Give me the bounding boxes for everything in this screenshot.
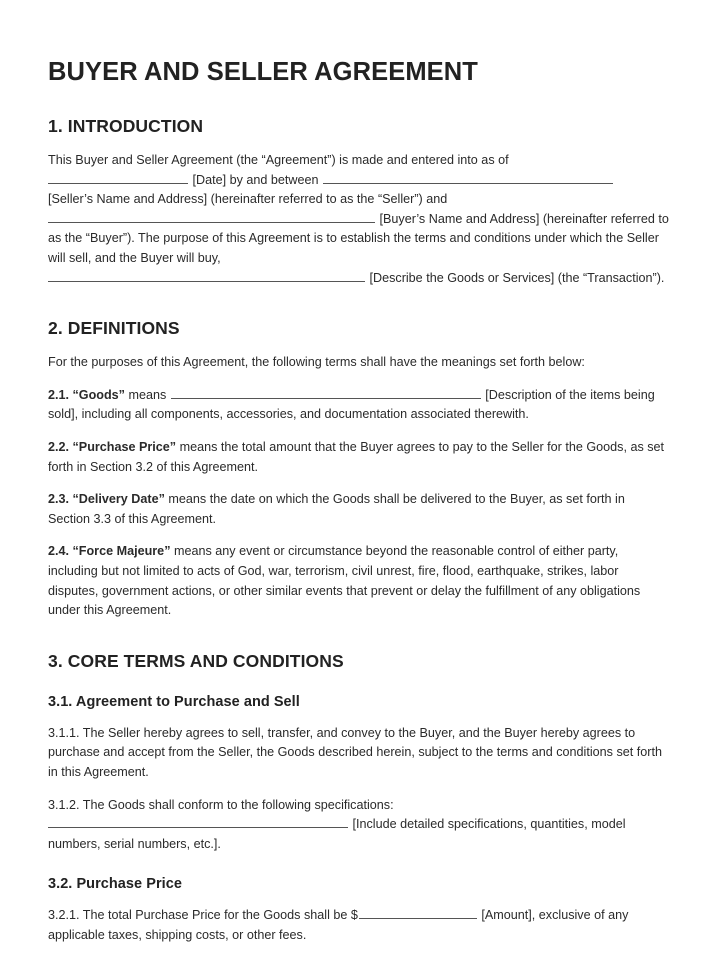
intro-text-d: [Buyer’s Name and Address] (hereinafter referred to as the “Buyer”). The purpose of this Agreement is to establish the terms and conditions under which the Seller will sell, and the Buyer will buy, — [48, 211, 669, 266]
clause-3-2-1 — [48, 906, 670, 945]
definition-2-4-label: 2.4. “Force Majeure” — [48, 544, 171, 559]
definition-2-3-delivery-date — [48, 490, 670, 529]
definition-2-4-force-majeure — [48, 542, 670, 620]
subsection-heading-3-1: 3.1. Agreement to Purchase and Sell — [48, 693, 300, 710]
clause-3-1-1: 3.1.1. The Seller hereby agrees to sell, transfer, and convey to the Buyer, and the Buyer hereby agrees to purchase and accept from the Seller, the Goods described herein, subject to the terms and conditions set forth in this Agreement. — [48, 725, 662, 779]
blank-goods-description-field[interactable] — [171, 386, 481, 399]
definition-2-4-text: means any event or circumstance beyond the reasonable control of either party, including but not limited to acts of God, war, terrorism, civil unrest, fire, flood, earthquake, strikes, labor disputes, government actions, or other similar events that prevent or delay the fulfillment of any obligations under this Agreement. — [48, 544, 641, 618]
clause-3-1-2-text-a: 3.1.2. The Goods shall conform to the following specifications: — [48, 797, 394, 812]
blank-specifications-field[interactable] — [48, 815, 348, 828]
definition-2-1-text-a: means — [124, 387, 170, 402]
page-title: BUYER AND SELLER AGREEMENT — [48, 58, 478, 86]
intro-text-b: [Date] by and between — [192, 172, 319, 187]
blank-seller-name-address-field[interactable] — [323, 171, 613, 184]
intro-text-e: [Describe the Goods or Services] (the “Transaction”). — [369, 270, 665, 285]
intro-text-c: [Seller’s Name and Address] (hereinafter referred to as the “Seller”) and — [48, 192, 448, 207]
clause-3-1-2-text-b: [Include detailed specifications, quantities, model numbers, serial numbers, etc.]. — [48, 817, 626, 851]
clause-3-2-1-text-b: [Amount], exclusive of any applicable taxes, shipping costs, or other fees. — [48, 908, 629, 942]
blank-buyer-name-address-field[interactable] — [48, 210, 375, 223]
introduction-paragraph — [48, 151, 670, 288]
subsection-heading-3-2: 3.2. Purchase Price — [48, 876, 182, 893]
section-heading-introduction: 1. INTRODUCTION — [48, 116, 204, 137]
definition-2-3-label: 2.3. “Delivery Date” — [48, 492, 165, 507]
section-heading-core-terms: 3. CORE TERMS AND CONDITIONS — [48, 650, 344, 671]
definition-2-3-text: means the date on which the Goods shall be delivered to the Buyer, as set forth in Section 3.3 of this Agreement. — [48, 492, 625, 526]
intro-text-a: This Buyer and Seller Agreement (the “Agreement”) is made and entered into as of — [48, 153, 509, 168]
definition-2-1-goods — [48, 386, 670, 425]
definition-2-2-text: means the total amount that the Buyer agrees to pay to the Seller for the Goods, as set forth in Section 3.2 of this Agreement. — [48, 439, 665, 474]
definition-2-1-text-b: [Description of the items being sold], including all components, accessories, and documentation associated therewith. — [48, 387, 655, 422]
definition-2-2-purchase-price — [48, 438, 670, 477]
definition-2-2-label: 2.2. “Purchase Price” — [48, 439, 177, 454]
section-heading-definitions: 2. DEFINITIONS — [48, 318, 180, 339]
blank-amount-field[interactable] — [359, 906, 477, 919]
clause-3-2-1-text-a: 3.2.1. The total Purchase Price for the Goods shall be $ — [48, 908, 358, 923]
definition-2-1-label: 2.1. “Goods” — [48, 387, 125, 402]
blank-date-field[interactable] — [48, 171, 188, 184]
clause-3-1-2 — [48, 796, 670, 855]
definitions-intro-paragraph: For the purposes of this Agreement, the following terms shall have the meanings set forth below: — [48, 355, 585, 370]
blank-goods-services-description-field[interactable] — [48, 269, 365, 282]
